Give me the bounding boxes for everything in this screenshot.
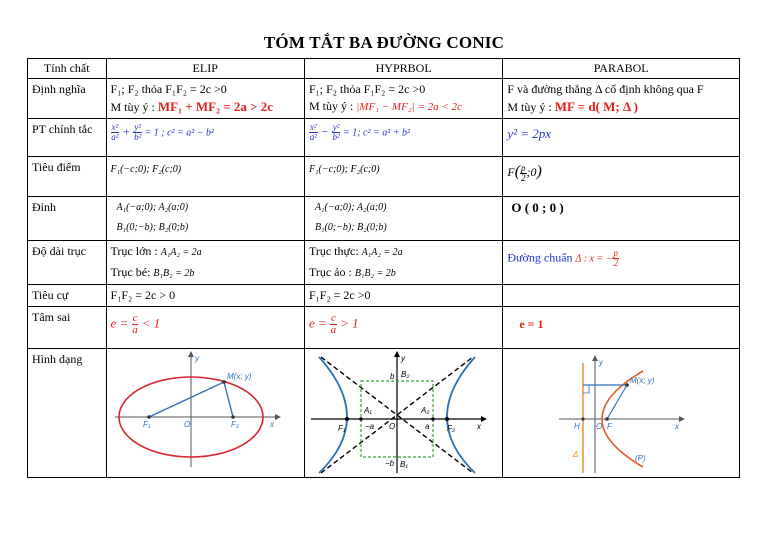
par-equation: y² = 2px bbox=[503, 119, 740, 157]
row-focus bbox=[28, 157, 740, 197]
text: Trục lớn : bbox=[110, 244, 161, 258]
label-o: O bbox=[183, 420, 190, 429]
par-focal-length bbox=[503, 285, 740, 307]
text: M tùy ý : bbox=[507, 100, 555, 114]
row-vertex bbox=[28, 197, 740, 241]
row-label-focus: Tiêu điểm bbox=[28, 157, 107, 197]
num: y² bbox=[332, 122, 340, 132]
value: A₁A₂ = 2a bbox=[160, 247, 202, 258]
text: M tùy ý : bbox=[308, 99, 357, 113]
label-a2: A₂ bbox=[420, 406, 430, 415]
page-title: TÓM TẮT BA ĐƯỜNG CONIC bbox=[263, 33, 505, 52]
text: e = bbox=[308, 315, 330, 331]
label-f2: F₂ bbox=[230, 420, 239, 429]
header-elip: ELIP bbox=[106, 59, 304, 79]
par-def-line2 bbox=[507, 98, 735, 116]
focus-f2 bbox=[231, 415, 235, 419]
text: e = bbox=[110, 315, 132, 331]
text: > 1 bbox=[336, 315, 359, 331]
label-b1: B₁ bbox=[399, 460, 408, 469]
elip-equation-rest: = 1 ; c² = a² − b² bbox=[142, 127, 215, 139]
hyp-shape bbox=[304, 349, 502, 478]
point-m bbox=[222, 380, 226, 384]
row-label-axis-length: Độ dài trục bbox=[28, 241, 107, 285]
hyp-axis-length bbox=[304, 241, 502, 285]
row-label-shape: Hình dạng bbox=[28, 349, 107, 478]
elip-def-line2 bbox=[111, 98, 300, 116]
den: 2 bbox=[521, 172, 526, 183]
elip-shape bbox=[106, 349, 304, 478]
row-label-equation: PT chính tắc bbox=[28, 119, 107, 157]
par-eccentricity: e = 1 bbox=[503, 307, 740, 349]
label-y: y bbox=[400, 354, 405, 363]
den: b² bbox=[332, 132, 340, 142]
row-eccentricity bbox=[28, 307, 740, 349]
point-m bbox=[626, 383, 630, 387]
focus-f2 bbox=[445, 417, 449, 421]
label-minus-a: −a bbox=[364, 422, 375, 431]
par-shape bbox=[503, 349, 740, 478]
den: a² bbox=[309, 132, 317, 142]
par-vertex: O ( 0 ; 0 ) bbox=[503, 197, 740, 241]
label-delta: Δ bbox=[573, 450, 579, 459]
value: B₁B₂ = 2b bbox=[153, 268, 195, 279]
text: Trục ảo : bbox=[308, 265, 355, 279]
hyp-eccentricity bbox=[304, 307, 502, 349]
hyp-equation: $\frac{\text{x²}}{\text{a²}}$ − $\frac{\text{y²}}{\text{b²}}$ = 1; c² = a² + b² bbox=[304, 119, 502, 157]
row-axis-length bbox=[28, 241, 740, 285]
frac-c-a bbox=[330, 313, 337, 336]
label-f: F bbox=[607, 422, 613, 431]
par-def-line1: F và đường thẳng Δ cố định không qua F bbox=[507, 82, 704, 96]
focus-f bbox=[606, 417, 610, 421]
elip-focal-length: F₁F₂ = 2c > 0 bbox=[106, 285, 304, 307]
text: < 1 bbox=[138, 315, 161, 331]
hyp-def-formula: |MF₁ − MF₂| = 2a < 2c bbox=[356, 101, 462, 113]
hyp-vertex-a: A₁(−a;0); A₂(a;0) bbox=[314, 202, 387, 213]
hyp-focal-length: F₁F₂ = 2c >0 bbox=[304, 285, 502, 307]
x-axis-arrow bbox=[481, 416, 487, 422]
elip-minor-axis bbox=[111, 264, 300, 282]
elip-focus: F₁(−c;0); F₂(c;0) bbox=[106, 157, 304, 197]
text: Trục bé: bbox=[110, 265, 154, 279]
elip-vertex-b: B₁(0;−b); B₂(0;b) bbox=[116, 222, 189, 233]
value: A₁A₂ = 2a bbox=[361, 247, 403, 258]
elip-definition bbox=[106, 79, 304, 119]
label-h: H bbox=[574, 422, 581, 431]
header-property: Tính chất bbox=[28, 59, 107, 79]
x-axis-arrow bbox=[679, 416, 685, 422]
row-label-definition: Định nghĩa bbox=[28, 79, 107, 119]
hyp-def-line2 bbox=[309, 98, 498, 116]
mf2-segment bbox=[224, 382, 233, 417]
focus-f1 bbox=[345, 417, 349, 421]
label-a: a bbox=[424, 422, 430, 431]
frac-x2-a2 bbox=[111, 123, 120, 142]
label-parabola: (P) bbox=[635, 454, 647, 463]
den: b² bbox=[134, 132, 142, 142]
hyp-definition bbox=[304, 79, 502, 119]
num: c bbox=[330, 312, 336, 324]
y-axis-arrow bbox=[188, 351, 194, 357]
label-x: x bbox=[269, 420, 274, 429]
text: ( bbox=[514, 163, 521, 180]
hyperbola-diagram bbox=[305, 349, 492, 477]
text: M tùy ý : bbox=[110, 100, 158, 114]
elip-axis-length bbox=[106, 241, 304, 285]
y-axis-arrow bbox=[592, 355, 598, 361]
row-focal-length bbox=[28, 285, 740, 307]
focus-f1 bbox=[147, 415, 151, 419]
elip-equation: $\frac{\text{x²}}{\text{a²}}$ + $\frac{\text{y²}}{\text{b²}}$ = 1 ; c² = a² − b² bbox=[106, 119, 304, 157]
label-f1: F₁ bbox=[337, 424, 346, 433]
label-x: x bbox=[476, 422, 481, 431]
row-equation bbox=[28, 119, 740, 157]
elip-def-formula: MF₁ + MF₂ = 2a > 2c bbox=[157, 99, 274, 114]
right-angle-mark bbox=[583, 385, 589, 393]
par-focus bbox=[503, 157, 740, 197]
hyp-vertex-b: B₁(0;−b); B₂(0;b) bbox=[314, 222, 387, 233]
value: B₁B₂ = 2b bbox=[354, 268, 396, 279]
vertex-a1 bbox=[359, 417, 363, 421]
hyp-def-line1: F₁; F₂ thỏa F₁F₂ = 2c >0 bbox=[308, 82, 426, 96]
label-o: O bbox=[388, 422, 396, 431]
label-a1: A₁ bbox=[363, 406, 372, 415]
text: Trục thực: bbox=[308, 244, 362, 258]
den: a² bbox=[111, 132, 119, 142]
num: x² bbox=[309, 122, 317, 132]
num: c bbox=[132, 312, 138, 324]
y-axis-arrow bbox=[394, 351, 400, 357]
hyp-real-axis bbox=[309, 243, 498, 261]
row-label-vertex: Đỉnh bbox=[28, 197, 107, 241]
x-axis-arrow bbox=[275, 414, 281, 420]
frac-x2-a2 bbox=[309, 123, 318, 142]
den: a bbox=[330, 324, 337, 336]
directrix-eq: Δ : x = − bbox=[575, 253, 613, 265]
label-y: y bbox=[194, 354, 199, 363]
point-h bbox=[582, 417, 585, 420]
header-parabol: PARABOL bbox=[503, 59, 740, 79]
ellipse-diagram bbox=[107, 349, 294, 477]
num: y² bbox=[134, 122, 142, 132]
row-shape bbox=[28, 349, 740, 478]
frac-y2-b2 bbox=[133, 123, 142, 142]
label-m: M(x; y) bbox=[226, 372, 251, 381]
label-f1: F₁ bbox=[142, 420, 150, 429]
elip-vertex bbox=[106, 197, 304, 241]
frac-p-2 bbox=[612, 249, 619, 268]
mf1-segment bbox=[149, 382, 224, 417]
header-hyperbol: HYPRBOL bbox=[304, 59, 502, 79]
text: ) bbox=[536, 163, 542, 180]
vertex-a2 bbox=[431, 417, 435, 421]
hyp-imaginary-axis bbox=[309, 264, 498, 282]
label-minus-b: −b bbox=[384, 459, 395, 468]
num: p bbox=[613, 248, 618, 258]
elip-eccentricity bbox=[106, 307, 304, 349]
elip-vertex-a: A₁(−a;0); A₂(a;0) bbox=[116, 202, 189, 213]
label-b: b bbox=[389, 372, 395, 381]
den: a bbox=[132, 324, 138, 336]
label-y: y bbox=[599, 358, 604, 367]
hyp-focus: F₁(−c;0); F₂(c;0) bbox=[304, 157, 502, 197]
den: 2 bbox=[613, 258, 618, 268]
num: p bbox=[521, 162, 526, 173]
text: ;0 bbox=[526, 165, 537, 179]
parabola-diagram bbox=[503, 349, 726, 477]
elip-def-line1: F₁; F₂ thỏa F₁F₂ = 2c >0 bbox=[110, 82, 227, 96]
elip-major-axis bbox=[111, 243, 300, 261]
label-o: O bbox=[596, 422, 603, 431]
hyp-equation-rest: = 1; c² = a² + b² bbox=[340, 127, 410, 139]
label-b2: B₂ bbox=[400, 370, 410, 379]
num: x² bbox=[111, 122, 119, 132]
row-label-focal-length: Tiêu cự bbox=[28, 285, 107, 307]
row-label-eccentricity: Tâm sai bbox=[28, 307, 107, 349]
par-definition bbox=[503, 79, 740, 119]
label-x: x bbox=[675, 422, 680, 431]
row-definition bbox=[28, 79, 740, 119]
conic-summary-table bbox=[27, 58, 740, 478]
label-m: M(x; y) bbox=[630, 376, 655, 385]
text: F bbox=[507, 165, 515, 179]
hyp-vertex bbox=[304, 197, 502, 241]
par-directrix bbox=[503, 241, 740, 285]
label-f2: F₂ bbox=[446, 424, 455, 433]
header-row bbox=[28, 59, 740, 79]
text: Đường chuẩn bbox=[507, 250, 576, 265]
par-def-formula: MF = d( M; Δ ) bbox=[554, 99, 639, 114]
